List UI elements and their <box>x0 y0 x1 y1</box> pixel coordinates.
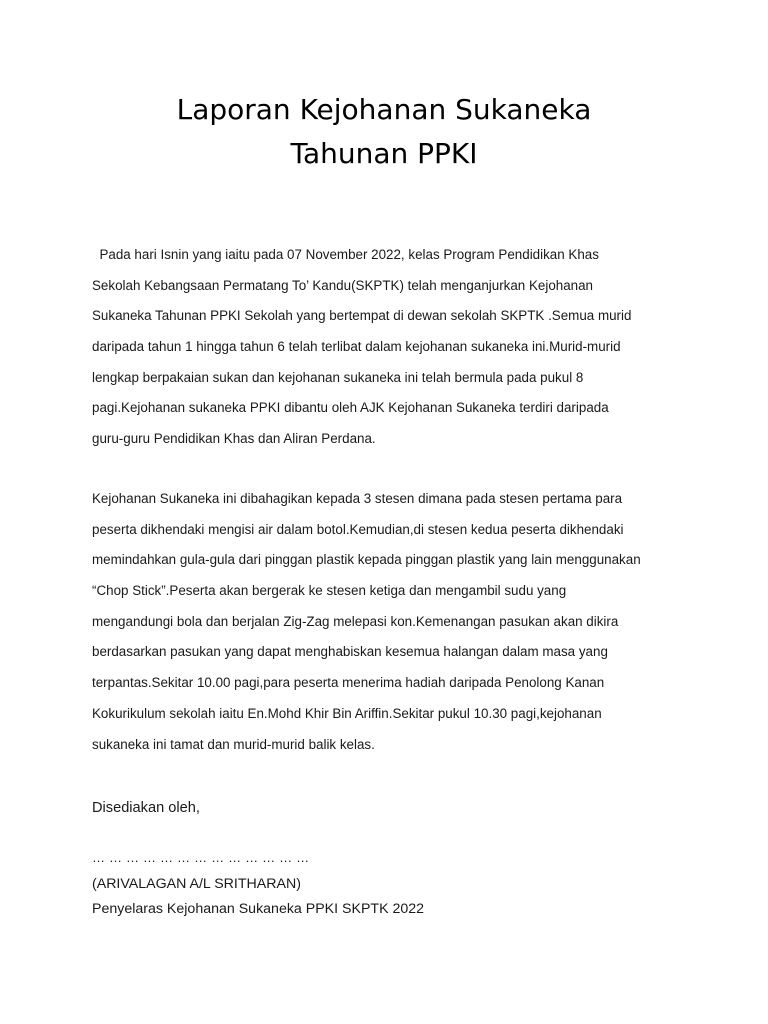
paragraph-line: Sukaneka Tahunan PPKI Sekolah yang bertempat di dewan sekolah SKPTK .Semua murid <box>92 308 632 324</box>
paragraph-event-summary <box>92 240 692 455</box>
paragraph-line: Sekolah Kebangsaan Permatang To’ Kandu(SKPTK) telah menganjurkan Kejohanan <box>92 277 593 293</box>
paragraph-line: Kejohanan Sukaneka ini dibahagikan kepada 3 stesen dimana pada stesen pertama para <box>92 491 623 506</box>
paragraph-line: memindahkan gula-gula dari pinggan plastik kepada pinggan plastik yang lain menggunakan <box>92 552 641 568</box>
paragraph-line: Kokurikulum sekolah iaitu En.Mohd Khir Bin Ariffin.Sekitar pukul 10.30 pagi,kejohanan <box>92 705 602 721</box>
signer-role: Penyelaras Kejohanan Sukaneka PPKI SKPTK 2022 <box>92 901 425 917</box>
document-title <box>0 88 768 176</box>
signer-name: (ARIVALAGAN A/L SRITHARAN) <box>92 876 301 892</box>
title-line-1: Laporan Kejohanan Sukaneka <box>176 93 592 126</box>
paragraph-line: mengandungi bola dan berjalan Zig-Zag melepasi kon.Kemenangan pasukan akan dikira <box>92 613 619 629</box>
paragraph-line: berdasarkan pasukan yang dapat menghabiskan kesemua halangan dalam masa yang <box>92 644 608 660</box>
paragraph-line: sukaneka ini tamat dan murid-murid balik kelas. <box>92 736 375 752</box>
title-line-2: Tahunan PPKI <box>290 137 478 170</box>
paragraph-line: guru-guru Pendidikan Khas dan Aliran Perdana. <box>92 431 376 447</box>
paragraph-line: daripada tahun 1 hingga tahun 6 telah terlibat dalam kejohanan sukaneka ini.Murid-murid <box>92 339 621 355</box>
prepared-by-label: Disediakan oleh, <box>92 800 200 816</box>
paragraph-line: “Chop Stick”.Peserta akan bergerak ke stesen ketiga dan mengambil sudu yang <box>92 583 567 599</box>
signature-line: … … … … … … … … … … … … … <box>92 850 310 865</box>
paragraph-line: peserta dikhendaki mengisi air dalam botol.Kemudian,di stesen kedua peserta dikhendaki <box>92 521 624 537</box>
paragraph-line: Pada hari Isnin yang iaitu pada 07 November 2022, kelas Program Pendidikan Khas <box>92 247 599 262</box>
paragraph-line: terpantas.Sekitar 10.00 pagi,para peserta menerima hadiah daripada Penolong Kanan <box>92 675 605 691</box>
paragraph-line: lengkap berpakaian sukan dan kejohanan sukaneka ini telah bermula pada pukul 8 <box>92 369 584 385</box>
paragraph-line: pagi.Kejohanan sukaneka PPKI dibantu oleh AJK Kejohanan Sukaneka terdiri daripada <box>92 400 609 416</box>
paragraph-event-stations <box>92 484 692 760</box>
